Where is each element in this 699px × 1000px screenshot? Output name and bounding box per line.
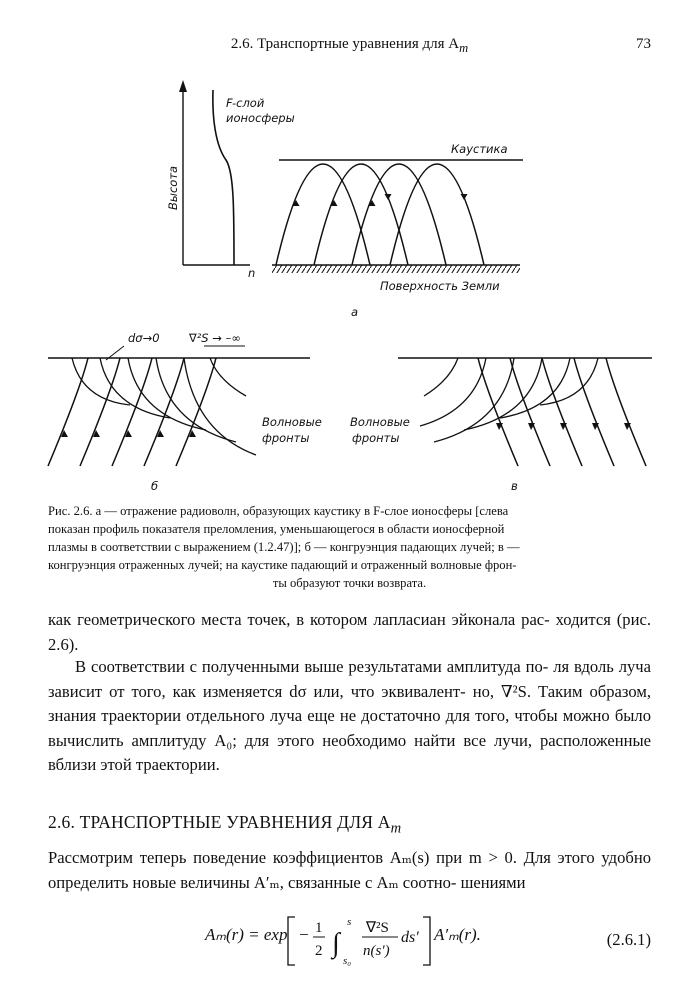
panel-c-label: в [511,479,518,493]
caption-line-5: ты образуют точки возврата. [272,576,427,590]
eq-minus: − [299,925,309,944]
running-head [0,36,699,56]
ray-arrow-down-1 [461,194,468,200]
eq-bracket-right [423,917,430,965]
panel-b [48,331,322,493]
panel-a-label: а [351,305,359,319]
wavefront-b-5 [184,358,256,455]
laplacian-label: ∇²S → –∞ [189,331,241,345]
ionosphere-label: ионосферы [226,111,295,125]
eq-frac-num: 1 [315,920,323,936]
caption-line-3: плазмы в соответствии с выражением (1.2.47)]; б — конгруэнция падающих лучей; в — [48,540,520,554]
eq-integral-sign: ∫ [332,928,340,959]
incident-ray-2 [80,358,120,466]
f-layer-label: F-слой [226,96,265,110]
reflected-ray-5 [478,358,518,466]
wavefronts-label-c-2: фронты [352,431,400,445]
panel-a [166,80,523,319]
ground-label: Поверхность Земли [380,279,500,293]
reflected-ray-1 [510,358,550,466]
wavefront-b-6 [210,358,246,396]
caption-line-2: показан профиль показателя преломления, уменьшающегося в области ионосферной [48,522,505,536]
wavefront-c-6 [424,358,458,396]
eq-ds: ds′ [401,929,419,946]
wavefronts-label-c-1: Волновые [350,415,410,429]
wavefronts-label-b-1: Волновые [262,415,322,429]
eq-int-upper: s [347,916,352,928]
d-sigma-label: dσ→0 [128,331,160,345]
axis-label-n: n [248,266,256,280]
equation-2-6-1 [0,912,699,978]
ray-arrow-down-2 [385,194,392,200]
panel-c [350,358,652,493]
paragraph-3: Рассмотрим теперь поведение коэффициентов Aₘ(s) при m > 0. Для этого удобно определить новые величины A′ₘ, связанные с Aₘ соотно- шениями [48,848,651,892]
equation-number: (2.6.1) [606,930,651,949]
caption-line-4: конгруэнция отраженных лучей; на каустике падающий и отраженный волновые фрон- [48,558,517,572]
figure-caption [48,502,651,592]
wavefront-c-4 [434,358,514,442]
section-heading: 2.6. ТРАНСПОРТНЫЕ УРАВНЕНИЯ ДЛЯ $A_m$ [48,812,402,837]
axis-label-altitude: Высота [166,165,180,210]
incident-ray-5 [176,358,216,466]
eq-integrand-den: n(s′) [363,943,390,959]
eq-lhs: Aₘ(r) = exp [205,925,288,944]
reflected-ray-4 [606,358,646,466]
incident-ray-4 [144,358,184,466]
eq-rhs: A′ₘ(r). [434,925,481,944]
altitude-axis-arrow [179,80,187,92]
eq-integrand-num: ∇²S [366,920,389,936]
running-title: 2.6. Транспортные уравнения для $A_m$ [230,36,469,55]
page-number: 73 [636,36,651,52]
paragraph-1: как геометрического места точек, в котором лапласиан эйконала рас- ходится (рис. 2.6). [48,610,651,654]
wavefronts-label-b-2: фронты [262,431,310,445]
panel-b-label: б [151,479,159,493]
paragraph-2: В соответствии с полученными выше результатами амплитуда по- ля вдоль луча зависит от того, как изменяется dσ или, что эквивалент- но, ∇²S. Таким образом, знания траектории отдельного луча еще не достаточно для того, чтобы можно было вычислить амплитуду A₀; для этого необходимо найти все лучи, расположенные вблизи этой траектории. [48,657,651,774]
eq-frac-den: 2 [315,943,323,959]
eq-bracket-left [288,917,295,965]
figure-2-6 [0,60,699,500]
reflected-ray-2 [542,358,582,466]
incident-ray-1 [48,358,88,466]
caustic-label: Каустика [451,142,508,156]
figure-svg [0,60,699,500]
ground-hatching [272,265,520,273]
equation-svg [0,912,699,978]
reflected-ray-3 [574,358,614,466]
eq-int-lower: s₀ [343,955,352,967]
caption-line-1: Рис. 2.6. а — отражение радиоволн, образующих каустику в F-слое ионосферы [слева [48,504,509,518]
